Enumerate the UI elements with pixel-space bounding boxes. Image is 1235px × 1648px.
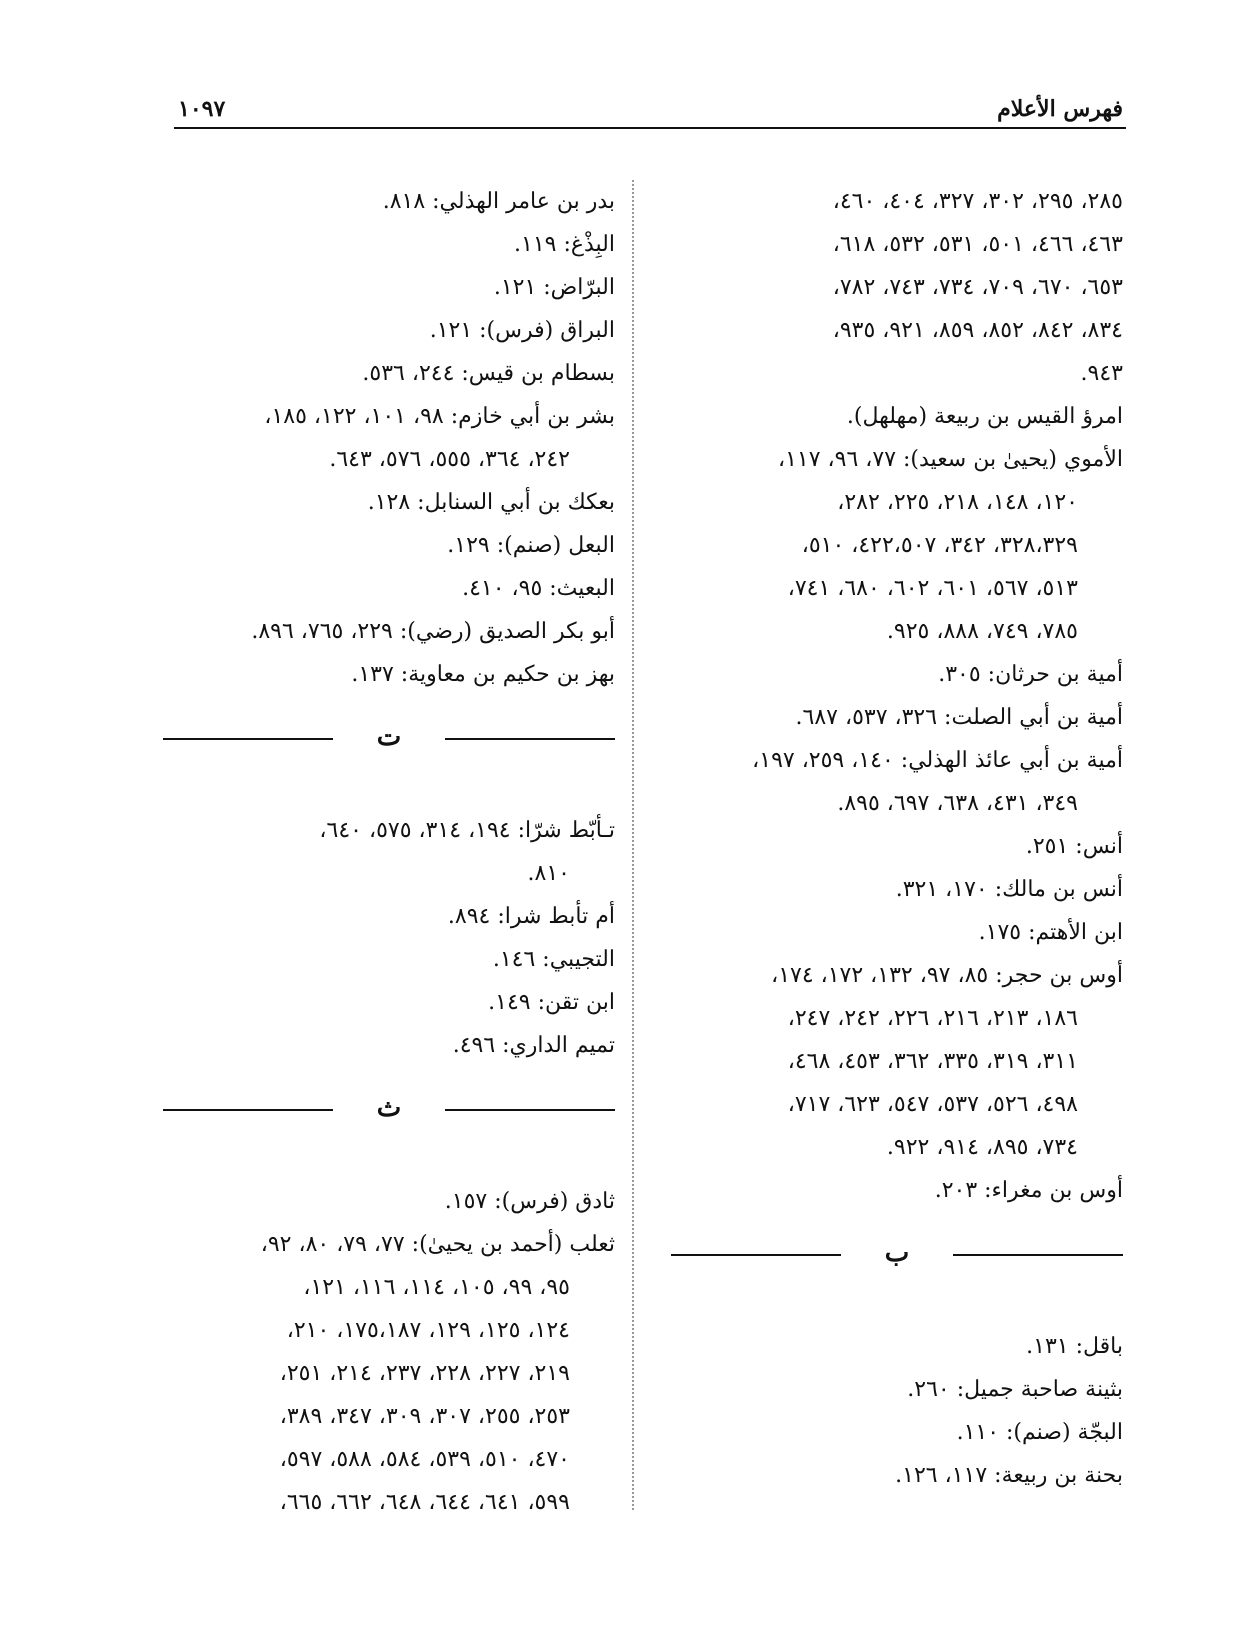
page-header [178, 96, 1123, 128]
index-entry: البرّاض: ١٢١. [493, 275, 615, 300]
left-column [163, 180, 615, 1524]
index-entry-continuation: ٣٢٨،٣٢٩، ٣٤٢، ٤٢٢،٥٠٧، ٥١٠، [801, 533, 1078, 558]
index-entry: التجيبي: ١٤٦. [492, 947, 615, 972]
index-entry: أمية بن أبي عائذ الهذلي: ١٤٠، ٢٥٩، ١٩٧، [752, 748, 1123, 773]
right-column [671, 180, 1123, 1497]
section-heading-ba [671, 1232, 1123, 1275]
section-rule [163, 738, 333, 740]
index-entry-continuation: ٣٤٩، ٤٣١، ٦٣٨، ٦٩٧، ٨٩٥. [837, 791, 1078, 816]
index-entry-continuation: ٢١٩، ٢٢٧، ٢٢٨، ٢٣٧، ٢١٤، ٢٥١، [279, 1361, 570, 1386]
index-entry: تميم الداري: ٤٩٦. [452, 1033, 615, 1058]
index-entry: ٦٥٣، ٦٧٠، ٧٠٩، ٧٣٤، ٧٤٣، ٧٨٢، [832, 275, 1123, 300]
index-entry: أنس: ٢٥١. [1025, 834, 1123, 859]
section-heading-ta [163, 716, 615, 759]
index-entry-continuation: ٥٩٩، ٦٤١، ٦٤٤، ٦٤٨، ٦٦٢، ٦٦٥، [279, 1490, 570, 1515]
index-entry: ٩٤٣. [1080, 361, 1123, 386]
index-entry: بهز بن حكيم بن معاوية: ١٣٧. [351, 662, 615, 687]
index-entry-continuation: ٥١٣، ٥٦٧، ٦٠١، ٦٠٢، ٦٨٠، ٧٤١، [787, 576, 1078, 601]
index-entry: ٢٨٥، ٢٩٥، ٣٠٢، ٣٢٧، ٤٠٤، ٤٦٠، [832, 189, 1123, 214]
index-entry: الأموي (يحيىٰ بن سعيد): ٧٧، ٩٦، ١١٧، [777, 447, 1123, 472]
index-entry: ٨٣٤، ٨٤٢، ٨٥٢، ٨٥٩، ٩٢١، ٩٣٥، [832, 318, 1123, 343]
index-entry: أمية بن حرثان: ٣٠٥. [938, 662, 1123, 687]
index-entry-continuation: ٢٥٣، ٢٥٥، ٣٠٧، ٣٠٩، ٣٤٧، ٣٨٩، [279, 1404, 570, 1429]
index-entry: بسطام بن قيس: ٢٤٤، ٥٣٦. [362, 361, 615, 386]
index-entry: البعيث: ٩٥، ٤١٠. [462, 576, 615, 601]
index-entry: ثادق (فرس): ١٥٧. [444, 1189, 615, 1214]
index-entry: بحنة بن ربيعة: ١١٧، ١٢٦. [895, 1463, 1123, 1488]
index-entry: أنس بن مالك: ١٧٠، ٣٢١. [895, 877, 1123, 902]
index-entry: بعكك بن أبي السنابل: ١٢٨. [367, 490, 615, 515]
index-entry: البراق (فرس): ١٢١. [429, 318, 615, 343]
index-entry: أمية بن أبي الصلت: ٣٢٦، ٥٣٧، ٦٨٧. [795, 705, 1123, 730]
index-entry: بثينة صاحبة جميل: ٢٦٠. [907, 1377, 1123, 1402]
index-entry: باقل: ١٣١. [1026, 1334, 1123, 1359]
index-entry: أوس بن حجر: ٨٥، ٩٧، ١٣٢، ١٧٢، ١٧٤، [771, 963, 1123, 988]
index-entry: ثعلب (أحمد بن يحيىٰ): ٧٧، ٧٩، ٨٠، ٩٢، [260, 1232, 615, 1257]
index-entry-continuation: ٤٩٨، ٥٢٦، ٥٣٧، ٥٤٧، ٦٢٣، ٧١٧، [787, 1092, 1078, 1117]
page-title: فهرس الأعلام [997, 96, 1123, 122]
section-rule [671, 1254, 841, 1256]
page-number: ١٠٩٧ [178, 96, 226, 122]
index-entry-continuation: ٨١٠. [527, 861, 570, 886]
index-entry: أبو بكر الصديق (رضي): ٢٢٩، ٧٦٥، ٨٩٦. [251, 619, 615, 644]
index-entry: ٤٦٣، ٤٦٦، ٥٠١، ٥٣١، ٥٣٢، ٦١٨، [832, 232, 1123, 257]
index-entry-continuation: ٣١١، ٣١٩، ٣٣٥، ٣٦٢، ٤٥٣، ٤٦٨، [787, 1049, 1078, 1074]
column-divider [632, 180, 634, 1510]
section-letter: ت [376, 722, 402, 752]
header-rule [174, 127, 1126, 129]
index-entry-continuation: ٢٤٢، ٣٦٤، ٥٥٥، ٥٧٦، ٦٤٣. [329, 447, 570, 472]
index-entry: البعل (صنم): ١٢٩. [447, 533, 615, 558]
section-letter: ب [884, 1238, 910, 1268]
index-entry-continuation: ٩٥، ٩٩، ١٠٥، ١١٤، ١١٦، ١٢١، [303, 1275, 570, 1300]
index-entry-continuation: ١٨٦، ٢١٣، ٢١٦، ٢٢٦، ٢٤٢، ٢٤٧، [787, 1006, 1078, 1031]
index-entry-continuation: ٧٨٥، ٧٤٩، ٨٨٨، ٩٢٥. [886, 619, 1078, 644]
index-entry: تـأبّط شرّا: ١٩٤، ٣١٤، ٥٧٥، ٦٤٠، [319, 818, 615, 843]
section-heading-tha [163, 1087, 615, 1130]
section-rule [163, 1109, 333, 1111]
index-entry: أوس بن مغراء: ٢٠٣. [934, 1178, 1123, 1203]
index-entry-continuation: ١٢٤، ١٢٥، ١٢٩، ١٧٥،١٨٧، ٢١٠، [286, 1318, 570, 1343]
index-entry: بشر بن أبي خازم: ٩٨، ١٠١، ١٢٢، ١٨٥، [264, 404, 615, 429]
index-entry: امرؤ القيس بن ربيعة (مهلهل). [846, 404, 1123, 429]
index-entry: البجّة (صنم): ١١٠. [956, 1420, 1123, 1445]
index-entry-continuation: ١٢٠، ١٤٨، ٢١٨، ٢٢٥، ٢٨٢، [837, 490, 1078, 515]
index-entry: ابن الأهتم: ١٧٥. [978, 920, 1123, 945]
index-entry: بدر بن عامر الهذلي: ٨١٨. [382, 189, 615, 214]
index-entry-continuation: ٧٣٤، ٨٩٥، ٩١٤، ٩٢٢. [886, 1135, 1078, 1160]
index-entry: أم تأبط شرا: ٨٩٤. [447, 904, 615, 929]
index-entry-continuation: ٤٧٠، ٥١٠، ٥٣٩، ٥٨٤، ٥٨٨، ٥٩٧، [279, 1447, 570, 1472]
index-entry: البِذْغ: ١١٩. [514, 232, 615, 257]
section-letter: ث [376, 1093, 402, 1123]
index-entry: ابن تقن: ١٤٩. [488, 990, 615, 1015]
